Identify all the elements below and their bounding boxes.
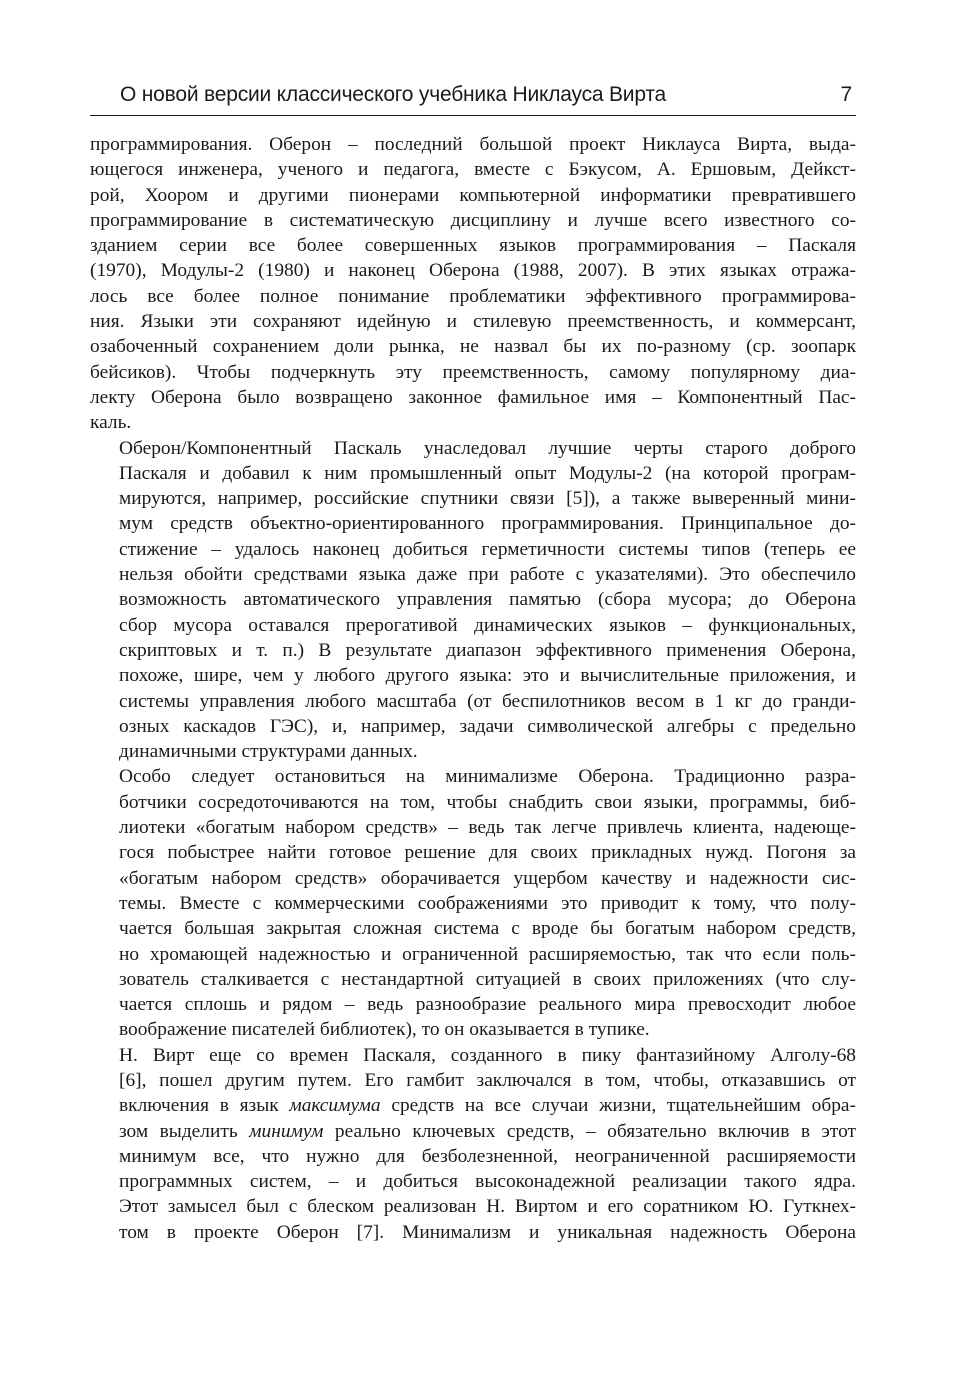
text-line: мум средств объектно-ориентированного программирования. Принципальное до- xyxy=(119,513,856,535)
text-line: озабоченный сохранением доли рынка, не назвал бы их по-разному (ср. зоопарк xyxy=(90,336,856,358)
text-line: скриптовых и т. п.) В результате диапазон эффективного применения Оберона, xyxy=(119,639,856,661)
text-line: похоже, шире, чем у любого другого языка: это и вычислительные приложения, и xyxy=(119,665,856,687)
text-line: каль. xyxy=(90,412,132,434)
text-line: возможность автоматического управления памятью (сбора мусора; до Оберона xyxy=(119,589,856,611)
text-line: лекту Оберона было возвращено законное фамильное имя – Компонентный Пас- xyxy=(90,386,856,408)
text-line: Особо следует остановиться на минимализме Оберона. Традиционно разра- xyxy=(119,766,856,788)
text-line: зом выделить минимум реально ключевых средств, – обязательно включив в этот xyxy=(119,1120,856,1142)
running-head-title: О новой версии классического учебника Никлауса Вирта xyxy=(120,83,667,106)
book-page xyxy=(90,82,856,1245)
text-line: [6], пошел другим путем. Его гамбит заключался в том, чтобы, отказавшись от xyxy=(119,1069,856,1091)
text-line: ботчики сосредоточиваются на том, чтобы снабдить свои языки, программы, биб- xyxy=(119,791,856,813)
text-line: Паскаля и добавил к ним промышленный опыт Модулы-2 (на которой програм- xyxy=(119,462,856,484)
text-line: системы управления любого масштаба (от беспилотников весом в 1 кг до гранди- xyxy=(119,690,856,712)
text-line: Оберон/Компонентный Паскаль унаследовал лучшие черты старого доброго xyxy=(119,437,856,459)
body-text xyxy=(90,132,856,1245)
text-line: том в проекте Оберон [7]. Минимализм и уникальная надежность Оберона xyxy=(119,1221,856,1243)
text-line: (1970), Модулы-2 (1980) и наконец Оберона (1988, 2007). В этих языках отража- xyxy=(90,260,856,282)
text-line: программирование в систематическую дисциплину и лучше всего известного со- xyxy=(90,209,856,231)
text-line: динамичными структурами данных. xyxy=(119,741,418,763)
text-line: включения в язык максимума средств на все случаи жизни, тщательнейшим обра- xyxy=(119,1095,856,1117)
text-line: рой, Хоором и другими пионерами компьютерной информатики превратившего xyxy=(90,184,856,206)
text-line: лось все более полное понимание проблематики эффективного программирова- xyxy=(90,285,856,307)
text-line: но хромающей надежностью и ограниченной расширяемостью, так что если поль- xyxy=(119,943,856,965)
paragraph xyxy=(90,1043,856,1245)
text-line: гося побыстрее найти готовое решение для своих прикладных нужд. Погоня за xyxy=(119,842,856,864)
text-line: зданием серии все более совершенных языков программирования – Паскаля xyxy=(90,235,856,257)
text-line: Этот замысел был с блеском реализован Н. Виртом и его соратником Ю. Гуткнех- xyxy=(119,1196,856,1218)
paragraph xyxy=(90,436,856,765)
text-line: «богатым набором средств» оборачивается ущербом качеству и надежности сис- xyxy=(119,867,856,889)
text-line: лиотеки «богатым набором средств» – ведь так легче привлечь клиента, надеюще- xyxy=(119,817,856,839)
text-line: минимум все, что нужно для безболезненной, неограниченной расширяемости xyxy=(119,1145,856,1167)
text-line: озных каскадов ГЭС), и, например, задачи символической алгебры с предельно xyxy=(119,715,856,737)
text-line: ния. Языки эти сохраняют идейную и стилевую преемственность, и коммерсант, xyxy=(90,311,856,333)
text-line: воображение писателей библиотек), то он оказывается в тупике. xyxy=(119,1019,650,1041)
page-number: 7 xyxy=(840,83,852,106)
text-line: программирования. Оберон – последний большой проект Никлауса Вирта, выда- xyxy=(90,134,856,155)
text-line: чается сплошь и рядом – ведь разнообразие реального мира превосходит любое xyxy=(119,994,856,1016)
text-line: программных систем, – и добиться высоконадежной реализации такого ядра. xyxy=(119,1171,856,1193)
paragraph xyxy=(90,764,856,1042)
text-line: бейсиков). Чтобы подчеркнуть эту преемственность, самому популярному диа- xyxy=(90,361,856,383)
text-line: Н. Вирт еще со времен Паскаля, созданного в пику фантазийному Алголу-68 xyxy=(119,1044,856,1066)
text-line: сбор мусора оставался прерогативой динамических языков – функциональных, xyxy=(119,614,856,636)
text-line: нельзя обойти средствами языка даже при работе с указателями). Это обеспечило xyxy=(119,564,856,586)
paragraph xyxy=(90,132,856,436)
text-line: мируются, например, российские спутники связи [5]), а также выверенный мини- xyxy=(119,488,856,510)
text-line: темы. Вместе с коммерческими соображениями это приводит к тому, что полу- xyxy=(119,892,856,914)
text-line: зователь сталкивается с нестандартной ситуацией в своих приложениях (что слу- xyxy=(119,968,856,990)
text-line: стижение – удалось наконец добиться герметичности системы типов (теперь ее xyxy=(119,538,856,560)
text-line: чается большая закрытая сложная система с вроде бы богатым набором средств, xyxy=(119,918,856,940)
running-head xyxy=(90,82,856,116)
text-line: ющегося инженера, ученого и педагога, вместе с Бэкусом, А. Ершовым, Дейкст- xyxy=(90,159,856,181)
